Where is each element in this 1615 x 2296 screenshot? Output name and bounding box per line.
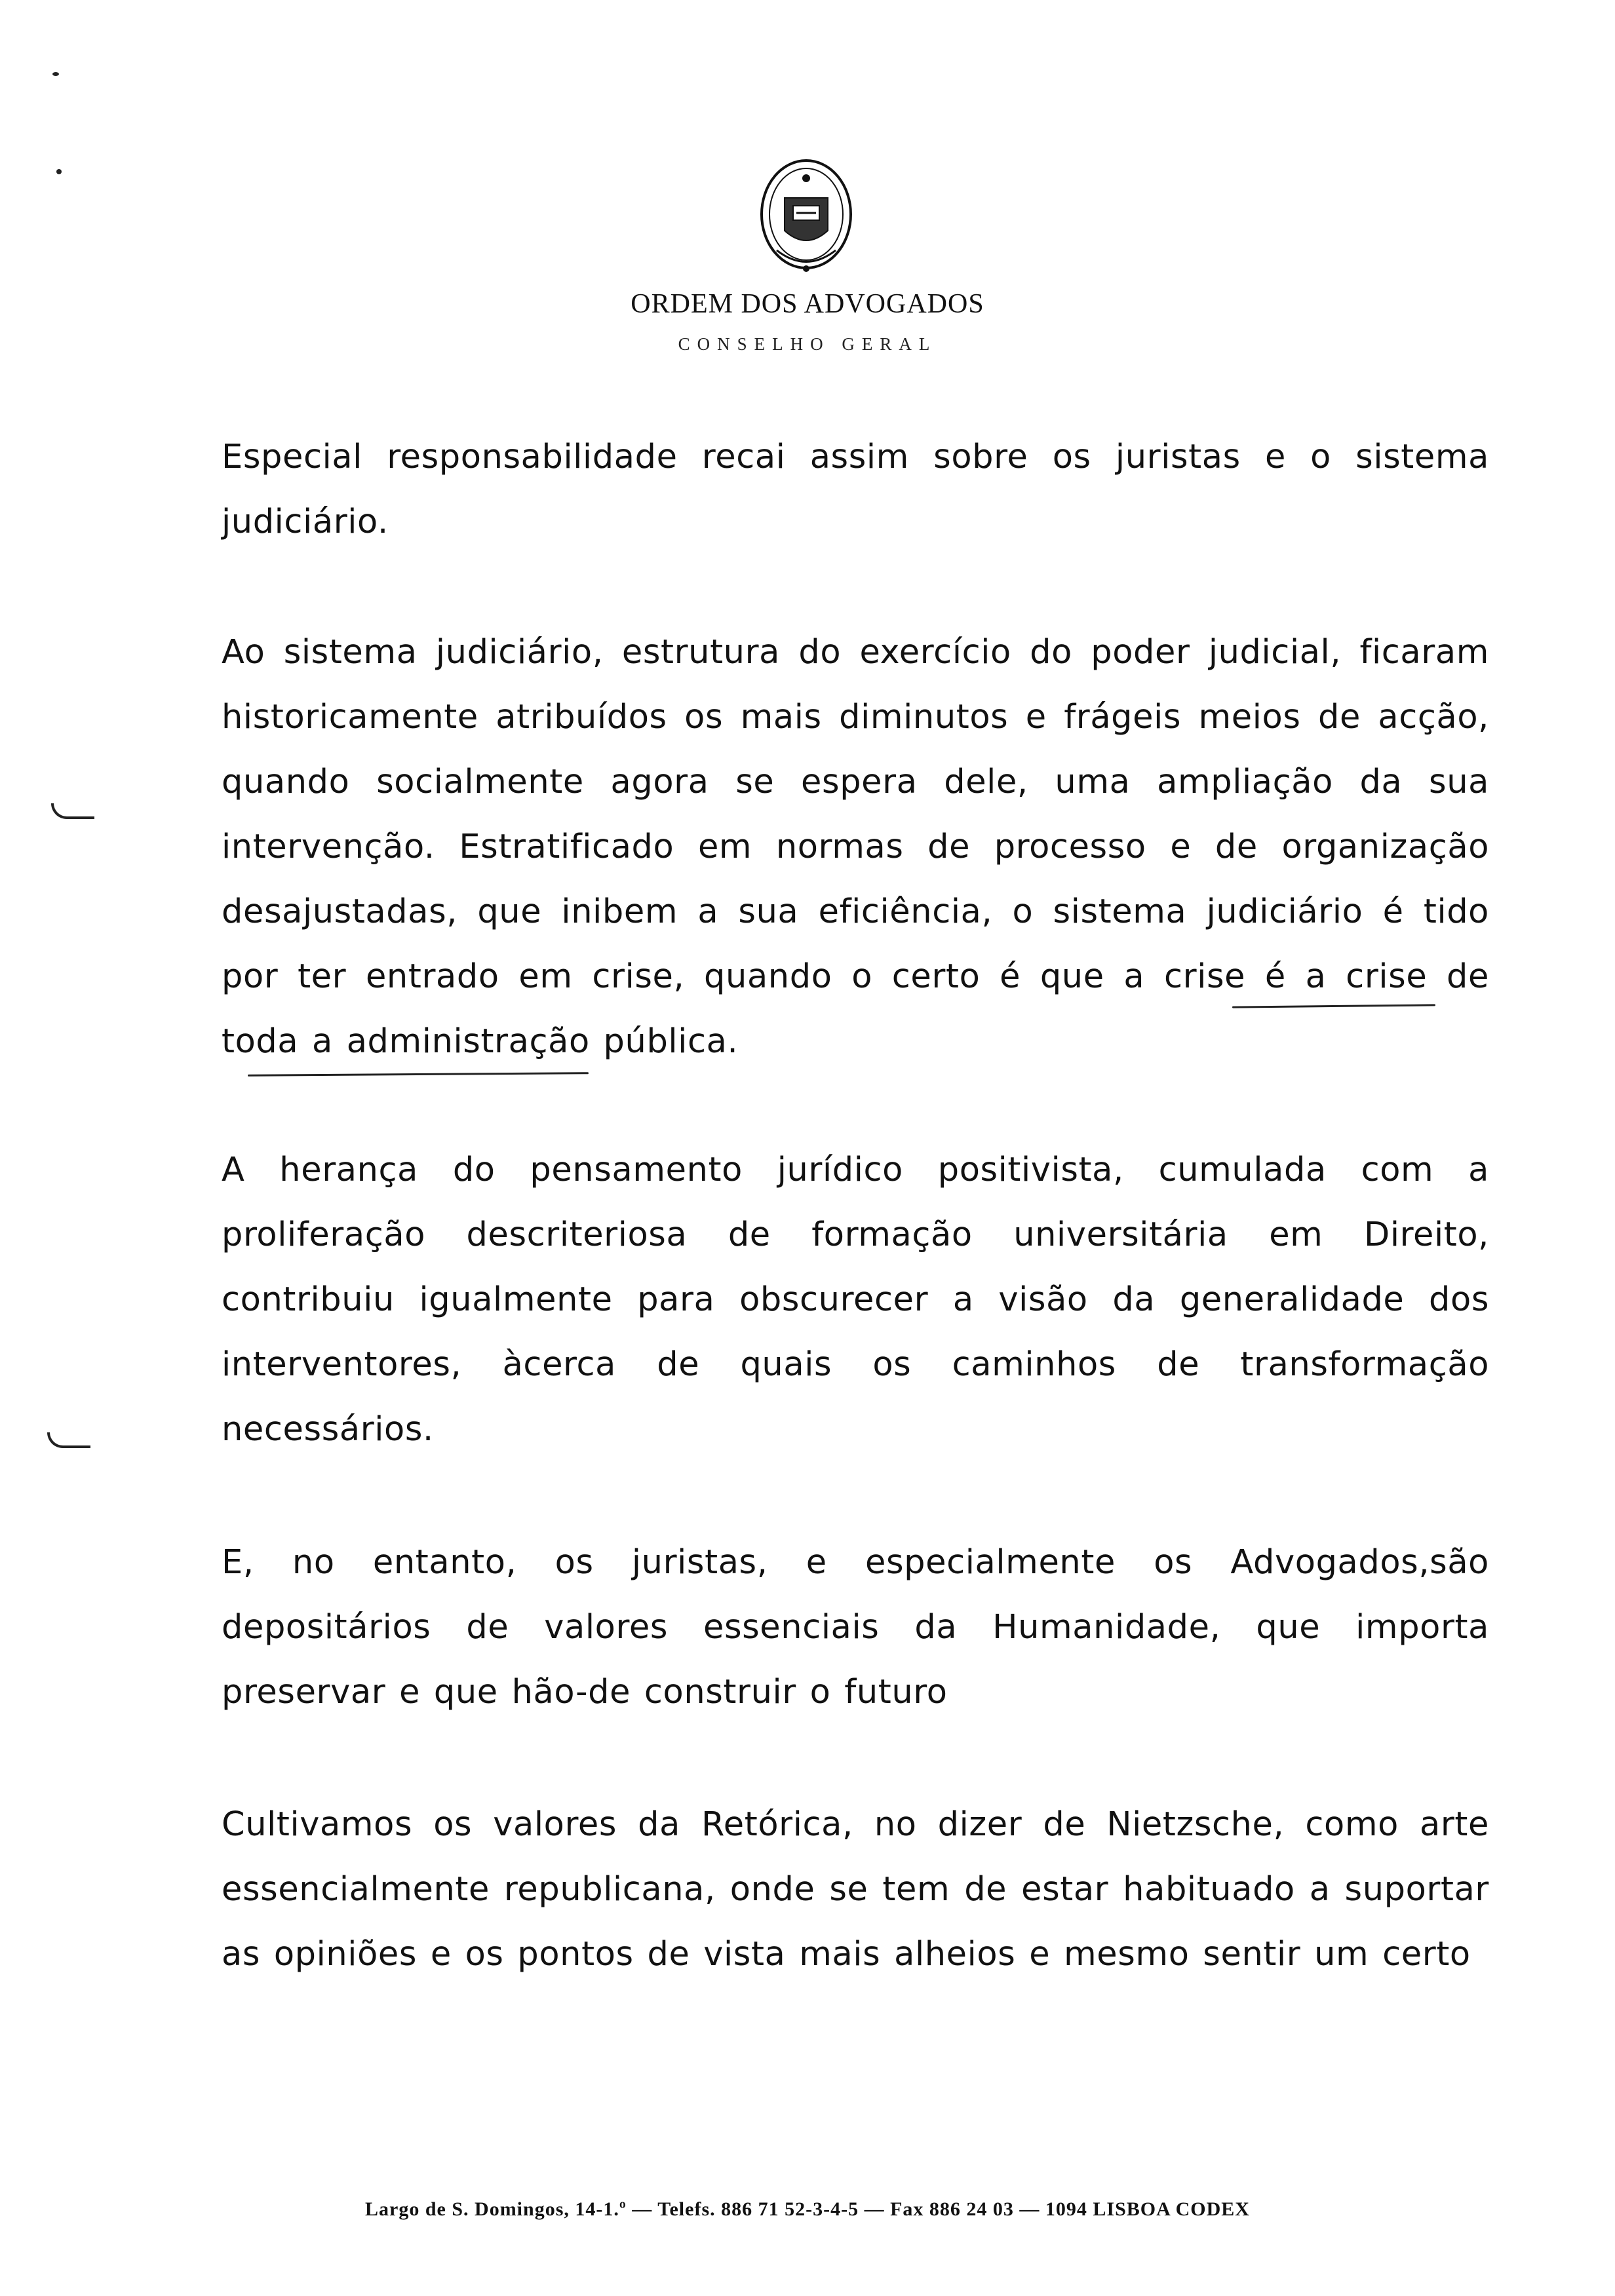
org-subtitle: CONSELHO GERAL — [678, 334, 937, 354]
margin-speck — [56, 169, 62, 174]
paragraph-3: A herança do pensamento jurídico positivista, cumulada com a proliferação descriteriosa de formação universitária em Direito, contribuiu igualmente para obscurecer a visão da generalidade dos interventores, àcerca de quais os caminhos de transformação necessários. — [222, 1151, 1489, 1449]
margin-speck — [52, 72, 59, 76]
footer-address: Largo de S. Domingos, 14-1.º — Telefs. 886 71 52-3-4-5 — Fax 886 24 03 — 1094 LISBOA CODEX — [365, 2198, 1250, 2220]
ordem-advogados-seal — [757, 152, 855, 283]
margin-mark — [51, 803, 94, 819]
margin-mark — [47, 1432, 90, 1448]
paragraph-5: Cultivamos os valores da Retórica, no dizer de Nietzsche, como arte essencialmente republicana, onde se tem de estar habituado a suportar as opiniões e os pontos de vista mais alheios e mesmo sentir um certo — [222, 1805, 1489, 1974]
paragraph-2: Ao sistema judiciário, estrutura do exercício do poder judicial, ficaram historicamente atribuídos os mais diminutos e frágeis meios de acção, quando socialmente agora se espera dele, uma ampliação da sua intervenção. Estratificado em normas de processo e de organização desajustadas, que inibem a sua eficiência, o sistema judiciário é tido por ter entrado em crise, quando o certo é que a crise é a crise de toda a administração pública. — [222, 633, 1489, 1061]
paragraph-4: E, no entanto, os juristas, e especialmente os Advogados,são depositários de valores essenciais da Humanidade, que importa preservar e que hão-de construir o futuro — [222, 1543, 1489, 1712]
org-name: ORDEM DOS ADVOGADOS — [631, 289, 984, 319]
paragraph-1: Especial responsabilidade recai assim sobre os juristas e o sistema judiciário. — [222, 438, 1489, 541]
